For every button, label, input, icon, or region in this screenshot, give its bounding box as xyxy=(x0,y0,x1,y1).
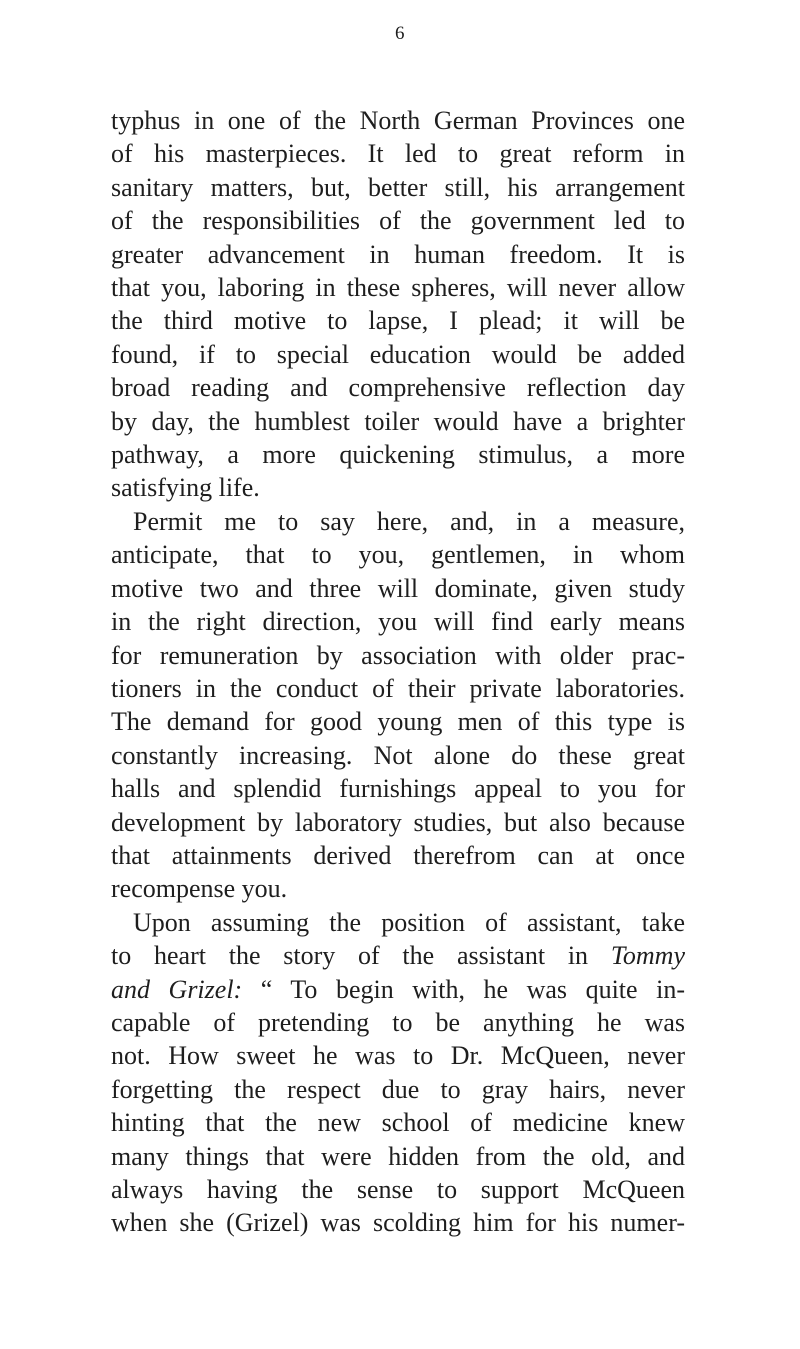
text-line: capable of pretending to be anything he was xyxy=(111,1007,685,1037)
text-line: constantly increasing. Not alone do these great xyxy=(111,740,685,770)
text-line: anticipate, that to you, gentlemen, in whom xyxy=(111,540,685,570)
text-line: that attainments derived therefrom can at once xyxy=(111,840,685,870)
text-line: recompense you. xyxy=(111,874,288,904)
text-line: motive two and three will dominate, given study xyxy=(111,573,685,603)
text-line: sanitary matters, but, better still, his arrangement xyxy=(111,172,685,202)
text-line: found, if to special education would be added xyxy=(111,339,685,369)
text-line xyxy=(111,939,685,972)
text-line: that you, laboring in these spheres, will never allow xyxy=(111,273,685,303)
text-line xyxy=(111,973,685,1006)
text-line: greater advancement in human freedom. It is xyxy=(111,239,685,269)
text-line: for remuneration by association with older prac- xyxy=(111,640,685,670)
page-number: 6 xyxy=(395,23,405,44)
text-line: by day, the humblest toiler would have a brighter xyxy=(111,406,685,436)
text-line: hinting that the new school of medicine knew xyxy=(111,1108,685,1138)
text-line: typhus in one of the North German Provinces one xyxy=(111,106,685,135)
text-line: always having the sense to support McQueen xyxy=(111,1175,685,1204)
text-line: satisfying life. xyxy=(111,473,260,503)
text-line: The demand for good young men of this type is xyxy=(111,707,685,737)
text-line: of the responsibilities of the government led to xyxy=(111,206,685,236)
text-line: in the right direction, you will find early means xyxy=(111,607,685,637)
text-line: of his masterpieces. It led to great reform in xyxy=(111,139,685,169)
book-title-tommy: Tommy xyxy=(610,941,685,971)
text-line: the third motive to lapse, I plead; it will be xyxy=(111,306,685,336)
text-line: pathway, a more quickening stimulus, a more xyxy=(111,440,685,470)
text-line: broad reading and comprehensive reflection day xyxy=(111,373,685,403)
quotation-start: “ To begin with, he was quite in- xyxy=(242,974,685,1004)
book-title-grizel: and Grizel: xyxy=(111,974,243,1004)
text-line: Permit me to say here, and, in a measure, xyxy=(133,506,685,536)
text-line: not. How sweet he was to Dr. McQueen, never xyxy=(111,1041,685,1071)
text-line: when she (Grizel) was scolding him for his numer- xyxy=(111,1208,685,1238)
text-run: to heart the story of the assistant in xyxy=(111,941,611,971)
text-line: many things that were hidden from the old, and xyxy=(111,1141,685,1171)
text-line: tioners in the conduct of their private laboratories. xyxy=(111,673,685,703)
body-text xyxy=(111,104,685,1240)
text-line: Upon assuming the position of assistant, take xyxy=(133,907,685,937)
text-line: forgetting the respect due to gray hairs, never xyxy=(111,1074,685,1104)
text-line: halls and splendid furnishings appeal to you for xyxy=(111,774,685,804)
text-line: development by laboratory studies, but also because xyxy=(111,807,685,837)
